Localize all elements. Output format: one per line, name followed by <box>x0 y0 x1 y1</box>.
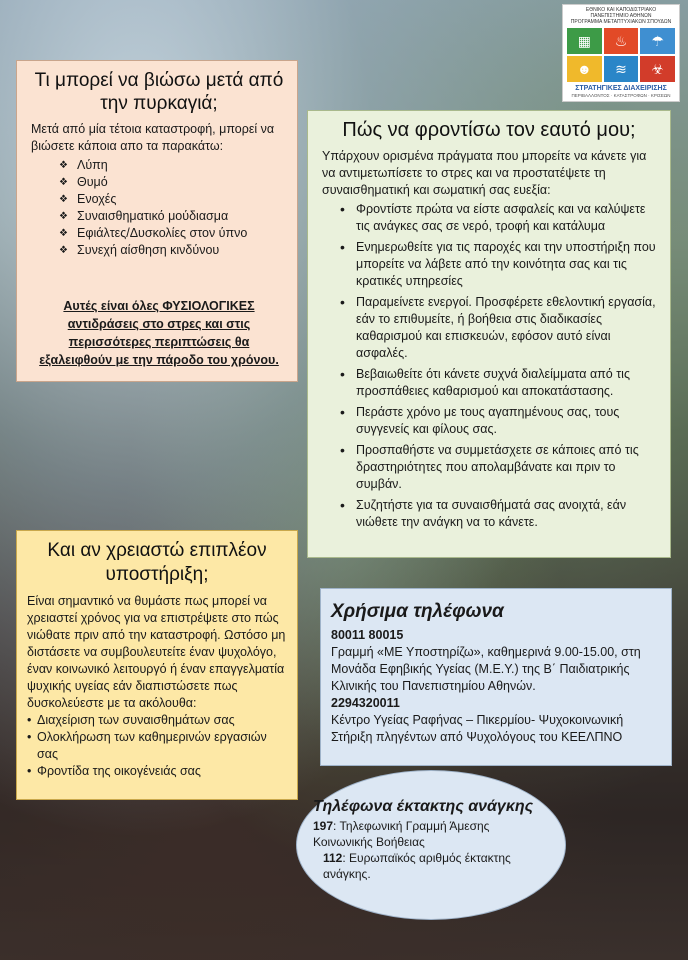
storm-icon: ☂ <box>640 28 675 54</box>
selfcare-panel <box>307 110 671 558</box>
feelings-note: Αυτές είναι όλες ΦΥΣΙΟΛΟΓΙΚΕΣ αντιδράσεις στο στρες και στις περισσότερες περιπτώσεις θα εξαλειφθούν με την πάροδο του χρόνου. <box>39 299 279 367</box>
feelings-item: ❖ Συνεχή αίσθηση κινδύνου <box>61 242 287 259</box>
feelings-intro: Μετά από μία τέτοια καταστροφή, μπορεί να βιώσετε κάποια απο τα παρακάτω: <box>31 122 275 153</box>
phone-description: Γραμμή «ΜΕ Υποστηρίζω», καθημερινά 9.00-15.00, στη Μονάδα Εφηβικής Υγείας (Μ.Ε.Υ.) της Β΄ Παιδιατρικής Κλινικής του Πανεπιστημίου Αθηνών. <box>331 645 641 693</box>
emergency-title: Τηλέφωνα έκτακτης ανάγκης <box>313 798 534 815</box>
support-panel <box>16 530 298 800</box>
selfcare-item: • Βεβαιωθείτε ότι κάνετε συχνά διαλείμματα από τις προσπάθειες καθαρισμού και αποκατάστασης. <box>342 366 656 400</box>
program-logo <box>562 4 680 102</box>
feelings-item: ❖ Ενοχές <box>61 191 287 208</box>
logo-program: ΠΡΟΓΡΑΜΜΑ ΜΕΤΑΠΤΥΧΙΑΚΩΝ ΣΠΟΥΔΩΝ <box>570 19 672 25</box>
wave-icon: ≋ <box>604 56 639 82</box>
support-item: • Διαχείριση των συναισθημάτων σας <box>27 712 287 729</box>
feelings-item: ❖ Εφιάλτες/Δυσκολίες στον ύπνο <box>61 225 287 242</box>
phone-number: 80011 80015 <box>331 628 404 642</box>
selfcare-item: • Ενημερωθείτε για τις παροχές και την υποστήριξη που μπορείτε να λάβετε από την κοινότητα σας και τις κρατικές υπηρεσίες <box>342 239 656 290</box>
phone-number: 2294320011 <box>331 696 400 710</box>
support-title: Και αν χρειαστώ επιπλέον υποστήριξη; <box>47 540 267 585</box>
emergency-description: : Ευρωπαϊκός αριθμός έκτακτης ανάγκης. <box>323 851 511 881</box>
phone-description: Κέντρο Υγείας Ραφήνας – Πικερμίου- Ψυχοκοινωνική Στήριξη πληγέντων από Ψυχολόγους του ΚΕΕΛΠΝΟ <box>331 713 624 744</box>
selfcare-intro: Υπάρχουν ορισμένα πράγματα που μπορείτε να κάνετε για να αντιμετωπίσετε το στρες και να προστατέψετε τη συναισθηματική και σωματική σας ευεξία: <box>322 149 647 197</box>
emergency-entry <box>313 850 551 882</box>
selfcare-item: • Περάστε χρόνο με τους αγαπημένους σας, τους συγγενείς και φίλους σας. <box>342 404 656 438</box>
support-item: • Φροντίδα της οικογένειάς σας <box>27 763 287 780</box>
useful-phones-panel <box>320 588 672 766</box>
feelings-item: ❖ Συναισθηματικό μούδιασμα <box>61 208 287 225</box>
emergency-number: 197 <box>313 819 334 833</box>
building-icon: ▦ <box>567 28 602 54</box>
selfcare-item: • Προσπαθήστε να συμμετάσχετε σε κάποιες από τις δραστηριότητες που απολαμβάνατε και πριν το συμβάν. <box>342 442 656 493</box>
feelings-item: ❖ Λύπη <box>61 157 287 174</box>
selfcare-item: • Παραμείνετε ενεργοί. Προσφέρετε εθελοντική εργασία, εάν το επιθυμείτε, ή βοήθεια στις διαδικασίες καθαρισμού και επισκευών, εφόσον αυτό είναι ασφαλές. <box>342 294 656 362</box>
people-icon: ☻ <box>567 56 602 82</box>
useful-phones-title: Χρήσιμα τηλέφωνα <box>331 601 504 622</box>
logo-subtitle: ΠΕΡΙΒΑΛΛΟΝΤΟΣ · ΚΑΤΑΣΤΡΟΦΩΝ · ΚΡΙΣΕΩΝ <box>571 93 671 98</box>
support-list <box>27 712 287 780</box>
emergency-phones-panel <box>296 770 566 920</box>
biohazard-icon: ☣ <box>640 56 675 82</box>
support-body: Είναι σημαντικό να θυμάστε πως μπορεί να χρειαστεί χρόνος για να επιστρέψετε στο πώς νιώθατε πριν από την καταστροφή. Ωστόσο μη διστάσετε να συμβουλευτείτε έναν ψυχολόγο, έναν κοινωνικό λειτουργό ή έναν επαγγελματία ψυχικής υγείας εάν διαπιστώσετε πως δυσκολεύεστε με τα ακόλουθα: <box>27 594 286 710</box>
feelings-list <box>61 157 287 259</box>
feelings-panel <box>16 60 298 382</box>
feelings-title: Τι μπορεί να βιώσω μετά από την πυρκαγιά; <box>34 70 284 114</box>
selfcare-title: Πώς να φροντίσω τον εαυτό μου; <box>342 119 636 141</box>
feelings-item: ❖ Θυμό <box>61 174 287 191</box>
emergency-entry <box>313 818 551 850</box>
fire-icon: ♨ <box>604 28 639 54</box>
emergency-description: : Τηλεφωνική Γραμμή Άμεσης Κοινωνικής Βοήθειας <box>313 819 490 849</box>
logo-university: ΕΘΝΙΚΟ ΚΑΙ ΚΑΠΟΔΙΣΤΡΙΑΚΟ ΠΑΝΕΠΙΣΤΗΜΙΟ ΑΘΗΝΩΝ <box>585 7 657 19</box>
support-item: • Ολοκλήρωση των καθημερινών εργασιών σας <box>27 729 287 763</box>
selfcare-item: • Συζητήστε για τα συναισθήματά σας ανοιχτά, εάν νιώθετε την ανάγκη να το κάνετε. <box>342 497 656 531</box>
logo-tiles <box>567 28 675 82</box>
selfcare-list <box>342 201 656 531</box>
selfcare-item: • Φροντίστε πρώτα να είστε ασφαλείς και να καλύψετε τις ανάγκες σας σε νερό, τροφή και κατάλυμα <box>342 201 656 235</box>
logo-title: ΣΤΡΑΤΗΓΙΚΕΣ ΔΙΑΧΕΙΡΙΣΗΣ <box>575 85 667 92</box>
emergency-number: 112 <box>323 851 343 865</box>
